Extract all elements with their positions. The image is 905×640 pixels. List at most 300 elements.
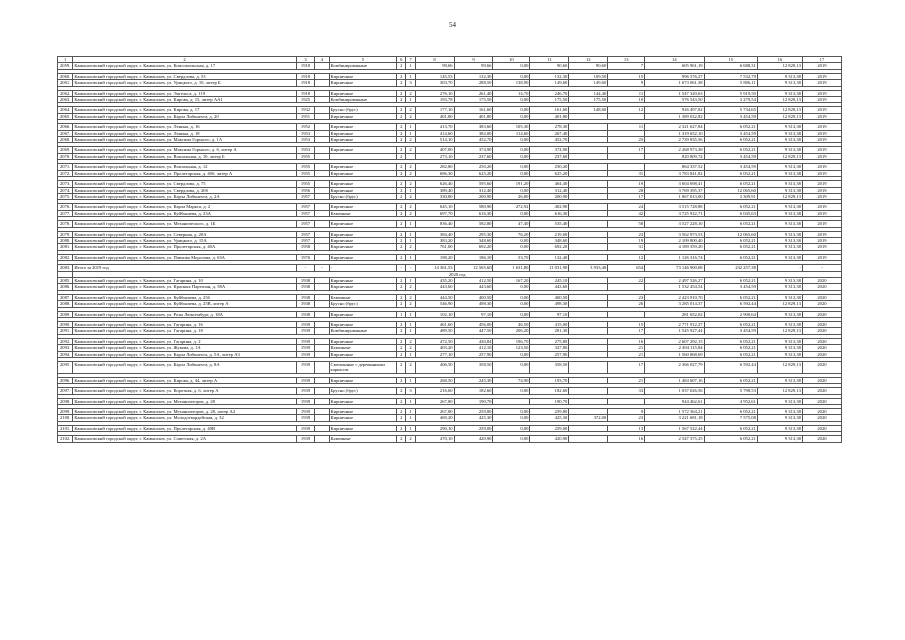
table-cell: - — [397, 265, 406, 271]
table-cell: Кирпичные — [329, 181, 397, 187]
column-number: 13 — [608, 57, 645, 63]
table-cell: 2 — [397, 153, 406, 159]
table-cell: 926 497,82 — [645, 107, 704, 113]
table-cell: 2 — [397, 436, 406, 442]
table-cell: 1 — [406, 409, 415, 415]
table-cell: 415,00 — [530, 322, 569, 328]
table-cell: 12 829,13 — [757, 107, 802, 113]
table-cell: 2 771 912,27 — [645, 322, 704, 328]
table-cell: 1 — [406, 398, 415, 404]
table-cell: 3 221 681,18 — [645, 415, 704, 421]
table-cell: 1 673 061,38 — [645, 80, 704, 86]
table-cell: 1 — [406, 277, 415, 283]
table-cell: 447,50 — [454, 328, 493, 334]
table-cell: - — [406, 265, 415, 271]
table-cell: 2 497 526,27 — [645, 277, 704, 283]
table-cell: 9 313,38 — [757, 231, 802, 237]
table-cell: 14,70 — [493, 90, 530, 96]
table-cell: 11 — [608, 124, 645, 130]
table-cell: 452,70 — [530, 137, 569, 143]
table-cell: 0,00 — [493, 237, 530, 243]
table-cell: 7 575,08 — [704, 415, 757, 421]
table-cell: 2 — [406, 90, 415, 96]
table-cell: 1 — [406, 237, 415, 243]
table-cell: 2019 — [802, 97, 841, 103]
table-cell: 123,50 — [493, 345, 530, 351]
table-cell: 2 — [397, 137, 406, 143]
table-cell: 383,60 — [454, 124, 493, 130]
table-cell: 9 313,38 — [757, 254, 802, 260]
table-cell: Итого за 2019 год — [73, 265, 296, 271]
table-cell: 1955 — [296, 153, 314, 159]
table-cell: 9 313,38 — [757, 181, 802, 187]
table-cell: 277,10 — [415, 351, 454, 357]
table-cell: 461,60 — [415, 322, 454, 328]
table-cell: 73 146 900,08 — [645, 265, 704, 271]
table-cell: 10 — [608, 97, 645, 103]
table-cell: 1 484 607,16 — [645, 377, 704, 383]
table-cell: 6 052,21 — [704, 322, 757, 328]
table-cell: 177,10 — [415, 107, 454, 113]
table-cell: 582,80 — [454, 221, 493, 227]
table-cell: 21 — [608, 377, 645, 383]
table-cell: 2 — [397, 409, 406, 415]
table-cell: 6 052,21 — [704, 425, 757, 431]
table-cell: 2 — [406, 170, 415, 176]
table-cell: 9 313,38 — [757, 436, 802, 442]
table-cell: 2065. — [58, 113, 73, 119]
table-cell: 2 — [397, 277, 406, 283]
table-cell: 2019 — [802, 254, 841, 260]
table-cell: 191,20 — [493, 181, 530, 187]
table-cell: 2100. — [58, 415, 73, 421]
table-cell: 175,50 — [530, 97, 569, 103]
table-cell: 2093. — [58, 345, 73, 351]
column-number: 2 — [73, 57, 296, 63]
table-cell: 498,30 — [454, 301, 493, 307]
table-cell: 2020 — [802, 398, 841, 404]
table-cell: 2088. — [58, 301, 73, 307]
table-cell: 1 — [406, 63, 415, 69]
table-cell: 0,00 — [493, 153, 530, 159]
table-cell: 2 109 800,40 — [645, 237, 704, 243]
table-cell: 312,40 — [454, 187, 493, 193]
page-number: 54 — [449, 21, 456, 29]
table-cell: 2020 — [802, 301, 841, 307]
table-cell: 9 313,38 — [757, 237, 802, 243]
table-cell: Камышловский городской округ, г. Камышлов, ул. Механического, д. 1Б — [73, 221, 296, 227]
table-cell: 186,10 — [454, 254, 493, 260]
table-cell: 626,40 — [415, 181, 454, 187]
table-cell: 219,00 — [530, 231, 569, 237]
table-cell: 1918 — [296, 63, 314, 69]
table-cell: 2096. — [58, 377, 73, 383]
table-cell: 2 — [397, 113, 406, 119]
column-number: 3 — [296, 57, 314, 63]
table-cell: 11 — [608, 90, 645, 96]
table-cell: 2019 — [802, 63, 841, 69]
table-cell: 1 — [406, 254, 415, 260]
table-cell: 268,50 — [415, 377, 454, 383]
table-cell: 2020 — [802, 425, 841, 431]
table-cell: Камышловский городской округ, г. Камышлов, ул. Свердлова, д. 75 — [73, 181, 296, 187]
table-cell: 259,80 — [454, 409, 493, 415]
table-cell: 2 423 910,70 — [645, 294, 704, 300]
table-cell: 348,60 — [530, 237, 569, 243]
table-cell: 6 052,21 — [704, 294, 757, 300]
table-cell: 697,70 — [415, 210, 454, 216]
table-cell: Кирпичные — [329, 80, 397, 86]
table-cell: 2019 — [802, 90, 841, 96]
table-cell: 383,20 — [415, 237, 454, 243]
table-cell: 2081. — [58, 244, 73, 250]
table-cell: 1958 — [296, 244, 314, 250]
table-cell: 580,90 — [454, 204, 493, 210]
table-cell: - — [315, 265, 329, 271]
table-cell: 1957 — [296, 210, 314, 216]
table-cell: 272,92 — [493, 204, 530, 210]
table-cell: 2101. — [58, 425, 73, 431]
table-cell: 2020 — [802, 294, 841, 300]
table-cell: 2020 — [802, 322, 841, 328]
table-cell: 97,10 — [530, 311, 569, 317]
table-cell: 190,70 — [454, 398, 493, 404]
table-cell: Каменные — [329, 294, 397, 300]
table-cell: 9 313,38 — [757, 284, 802, 290]
table-cell: 9 313,38 — [757, 409, 802, 415]
table-cell: Кирпичные — [329, 147, 397, 153]
table-cell: Камышловский городской округ, г. Камышлов, ул. Вокзальная, д. 10, литер Б — [73, 153, 296, 159]
table-cell: 2078. — [58, 221, 73, 227]
table-cell: 3 454,59 — [704, 130, 757, 136]
table-cell: 2019 — [802, 204, 841, 210]
table-cell: 2099. — [58, 409, 73, 415]
table-cell: 2 — [406, 244, 415, 250]
table-cell: Кирпичные — [329, 231, 397, 237]
table-cell: 1939 — [296, 328, 314, 334]
table-cell: 0,00 — [493, 301, 530, 307]
table-cell: Кирпичные — [329, 113, 397, 119]
table-cell: 2 — [397, 388, 406, 394]
table-cell: 2019 — [802, 193, 841, 199]
table-cell: 1953 — [296, 130, 314, 136]
table-cell: 2020 — [802, 436, 841, 442]
table-cell: 420,90 — [454, 436, 493, 442]
table-cell: 2019 — [802, 237, 841, 243]
table-cell: 1939 — [296, 409, 314, 415]
table-cell: 1939 — [296, 388, 314, 394]
table-cell: 0,00 — [493, 164, 530, 170]
table-cell: 23 — [608, 231, 645, 237]
table-cell: 2020 — [802, 388, 841, 394]
table-cell: 6 052,21 — [704, 377, 757, 383]
table-cell: 17 — [608, 328, 645, 334]
table-cell: 514,10 — [415, 137, 454, 143]
table-cell: 0,00 — [493, 436, 530, 442]
table-cell: 13 — [608, 425, 645, 431]
table-cell: 15 — [608, 322, 645, 328]
table-cell: 1932 — [296, 107, 314, 113]
table-cell: 2 — [406, 113, 415, 119]
table-cell: 2 — [406, 107, 415, 113]
column-number: 11 — [530, 57, 569, 63]
table-cell: Камышловский городской округ, г. Камышлов, ул. Пролетарская, д. 40А — [73, 244, 296, 250]
table-cell: Кирпичные — [329, 409, 397, 415]
table-cell: 605 961,19 — [645, 63, 704, 69]
table-cell: 1918 — [296, 80, 314, 86]
table-cell: 2102. — [58, 436, 73, 442]
table-cell: 2019 — [802, 137, 841, 143]
table-cell: 2 — [406, 193, 415, 199]
table-cell: 303,70 — [415, 80, 454, 86]
table-cell: 138,90 — [493, 80, 530, 86]
table-cell: 7 532,79 — [704, 73, 757, 79]
table-cell: 2019 — [802, 107, 841, 113]
table-cell: 23 — [608, 415, 645, 421]
table-cell: 406,50 — [415, 362, 454, 374]
table-cell: 12 829,13 — [757, 388, 802, 394]
table-cell: 425,30 — [454, 415, 493, 421]
table-cell: 1 — [397, 311, 406, 317]
table-cell: 2 — [397, 124, 406, 130]
table-cell: 145,53 — [415, 73, 454, 79]
table-cell: 17 — [608, 362, 645, 374]
table-cell: 22 — [608, 277, 645, 283]
table-cell: Брусно (брус) — [329, 193, 397, 199]
table-cell: 2 — [406, 284, 415, 290]
table-cell: Кирпичные — [329, 237, 397, 243]
table-cell: Смешанные с деревянными каркасом — [329, 362, 397, 374]
table-cell: 6 052,21 — [704, 338, 757, 344]
table-cell: - — [802, 265, 841, 271]
table-cell: Камышловский городской округ, г. Камышлов, ул. Вокзальная, д. 12 — [73, 164, 296, 170]
table-cell: 6 052,21 — [704, 436, 757, 442]
table-cell: 90,60 — [569, 63, 608, 69]
table-cell: 6 052,21 — [704, 137, 757, 143]
table-cell: 4 189 359,20 — [645, 244, 704, 250]
table-cell: 2 — [397, 130, 406, 136]
table-cell: 9 — [608, 80, 645, 86]
table-cell: 2019 — [802, 187, 841, 193]
table-cell: Камышловский городской округ, г. Камышлов, ул. Свердлова, д. 20б — [73, 187, 296, 193]
table-cell: 281,30 — [530, 328, 569, 334]
table-cell: 2082. — [58, 254, 73, 260]
column-number: 12 — [569, 57, 608, 63]
table-cell: 237,60 — [530, 153, 569, 159]
table-cell: Камышловский городской округ, г. Камышлов, ул. Советская, д. 2А — [73, 436, 296, 442]
table-cell: 47,40 — [493, 221, 530, 227]
column-number: 4 — [315, 57, 329, 63]
table-cell: 1 — [406, 97, 415, 103]
table-cell: 1 — [406, 73, 415, 79]
table-cell: Камышловский городской округ, г. Камышлов, ул. Жукова, д. 1А — [73, 345, 296, 351]
table-cell: 6 045,63 — [704, 210, 757, 216]
table-cell: 6 592,44 — [704, 362, 757, 374]
table-cell: 2072. — [58, 170, 73, 176]
table-cell: 2020 — [802, 351, 841, 357]
table-cell: 2 — [406, 436, 415, 442]
table-cell: 144,40 — [569, 90, 608, 96]
table-cell: 0,00 — [493, 351, 530, 357]
table-cell: 0,00 — [493, 388, 530, 394]
table-cell: 470,10 — [415, 436, 454, 442]
table-cell: 3 604 698,41 — [645, 181, 704, 187]
table-cell: 257,90 — [454, 351, 493, 357]
table-cell: Кирпичные — [329, 170, 397, 176]
table-cell: 944 462,61 — [645, 398, 704, 404]
table-cell: 2 — [397, 398, 406, 404]
table-cell: 312,40 — [530, 187, 569, 193]
table-cell: 31 — [608, 244, 645, 250]
table-cell: 9 313,38 — [757, 244, 802, 250]
table-cell: 2019 — [802, 164, 841, 170]
table-cell: 1938 — [296, 301, 314, 307]
table-cell: 5 798,53 — [704, 388, 757, 394]
year-section-label: 2020 год — [73, 271, 842, 277]
table-cell: 2020 — [802, 338, 841, 344]
table-cell: 12 565,60 — [454, 265, 493, 271]
column-number: 7 — [406, 57, 415, 63]
table-cell: 1 — [406, 311, 415, 317]
table-cell: 99,66 — [415, 63, 454, 69]
table-cell: 6 052,21 — [704, 409, 757, 415]
table-cell: 1 532 454,54 — [645, 284, 704, 290]
table-cell: 625,20 — [530, 170, 569, 176]
table-cell: 3 769 395,37 — [645, 187, 704, 193]
table-cell: 686,30 — [415, 170, 454, 176]
table-cell: 389,40 — [415, 187, 454, 193]
table-cell: 149,60 — [569, 80, 608, 86]
table-cell: 2 — [406, 301, 415, 307]
table-cell: 372,00 — [569, 415, 608, 421]
table-cell: 290,10 — [415, 425, 454, 431]
table-cell: 2068. — [58, 137, 73, 143]
table-cell: 281 652,02 — [645, 311, 704, 317]
table-cell: 0,00 — [493, 244, 530, 250]
table-cell: 31 — [608, 170, 645, 176]
table-cell: 358,50 — [454, 362, 493, 374]
table-cell: 1 — [406, 187, 415, 193]
table-cell: 237,60 — [454, 153, 493, 159]
table-cell: 401,80 — [530, 113, 569, 119]
table-cell: Камышловский городской округ, г. Камышлов, ул. Свердлова, д. 53 — [73, 73, 296, 79]
table-cell: 443,60 — [415, 284, 454, 290]
table-cell: 6 052,21 — [704, 181, 757, 187]
table-cell: 1 567 522,44 — [645, 425, 704, 431]
table-cell: 2 — [397, 338, 406, 344]
table-cell: 0,00 — [493, 409, 530, 415]
table-cell: Кирпичные — [329, 425, 397, 431]
table-cell: 261,40 — [454, 90, 493, 96]
table-cell: 206,20 — [493, 328, 530, 334]
table-cell: 105,30 — [493, 124, 530, 130]
table-cell: 3 527 228,10 — [645, 221, 704, 227]
table-cell: 1953 — [296, 137, 314, 143]
table-cell: 2 — [406, 137, 415, 143]
table-cell: 2073. — [58, 181, 73, 187]
table-cell: 5 919,50 — [704, 90, 757, 96]
table-cell: 6 052,21 — [704, 124, 757, 130]
column-number: 8 — [415, 57, 454, 63]
table-cell: 257,90 — [530, 351, 569, 357]
table-cell: 2 — [397, 328, 406, 334]
table-cell: 190,70 — [530, 398, 569, 404]
table-cell: 273,10 — [415, 153, 454, 159]
table-cell: 1925 — [296, 97, 314, 103]
table-cell: 198,20 — [415, 254, 454, 260]
table-cell: 245,30 — [454, 377, 493, 383]
table-cell: 2 — [397, 170, 406, 176]
table-cell — [315, 436, 329, 442]
table-cell: Камышловский городской округ, г. Камышлов, ул. Куйбышева, д. 25б — [73, 294, 296, 300]
table-cell: 420,90 — [530, 436, 569, 442]
table-cell: Кирпичные — [329, 277, 397, 283]
table-cell: 1955 — [296, 164, 314, 170]
table-cell: 692,20 — [530, 244, 569, 250]
table-cell: 216,60 — [415, 388, 454, 394]
table-cell: 0,00 — [493, 107, 530, 113]
table-cell: 2 — [406, 210, 415, 216]
table-row — [58, 362, 842, 374]
table-cell: 0,00 — [493, 187, 530, 193]
table-cell: 288,50 — [454, 80, 493, 86]
table-cell: 1957 — [296, 231, 314, 237]
table-cell: Кирпичные — [329, 338, 397, 344]
table-cell: 267,40 — [530, 130, 569, 136]
table-cell: 2097. — [58, 388, 73, 394]
table-cell: 2019 — [802, 73, 841, 79]
table-cell: 1957 — [296, 237, 314, 243]
table-cell: 2019 — [802, 113, 841, 119]
table-cell: Кирпичные — [329, 244, 397, 250]
table-cell: 12 829,13 — [757, 301, 802, 307]
table-cell: 1939 — [296, 398, 314, 404]
table-cell: 2019 — [802, 181, 841, 187]
table-cell: 616,30 — [530, 210, 569, 216]
table-cell: Камышловский городской округ, г. Камышлов, ул. Максима Горького, д. 6, литер А — [73, 147, 296, 153]
table-cell: 2063. — [58, 97, 73, 103]
table-cell: 625,20 — [454, 170, 493, 176]
table-cell: 6 052,21 — [704, 345, 757, 351]
table-cell: 4 952,61 — [704, 398, 757, 404]
table-cell: Камышловский городской округ, г. Камышлов, ул. Короткая, д. 6, литер А — [73, 388, 296, 394]
table-cell: 2 — [397, 193, 406, 199]
column-number: 17 — [802, 57, 841, 63]
table-cell: 132,30 — [454, 73, 493, 79]
table-cell: 2020 — [802, 362, 841, 374]
table-cell: 114,60 — [493, 130, 530, 136]
table-cell: 259,00 — [454, 425, 493, 431]
table-cell: 21 — [608, 345, 645, 351]
table-cell: 267,80 — [415, 398, 454, 404]
table-cell: Кирпичные — [329, 377, 397, 383]
table-cell: 1 547 320,63 — [645, 90, 704, 96]
table-cell: Каменные — [329, 210, 397, 216]
table-cell: Камышловский городской округ, г. Камышлов, ул. Урицкого, д. 10, литер Б — [73, 80, 296, 86]
table-cell: 9 313,38 — [757, 425, 802, 431]
table-cell: 2061. — [58, 80, 73, 86]
table-cell: 2 — [397, 147, 406, 153]
table-cell: 2070. — [58, 153, 73, 159]
table-cell: 0,00 — [493, 425, 530, 431]
table-cell: 576 543,50 — [645, 97, 704, 103]
table-cell: 2090. — [58, 322, 73, 328]
table-cell: Камышловский городской округ, г. Камышлов, ул. Северная, д. 20А — [73, 231, 296, 237]
table-cell: 403,20 — [415, 345, 454, 351]
table-cell: 12 — [608, 107, 645, 113]
table-cell: 11 031,90 — [530, 265, 569, 271]
table-cell: 864 337,52 — [645, 164, 704, 170]
